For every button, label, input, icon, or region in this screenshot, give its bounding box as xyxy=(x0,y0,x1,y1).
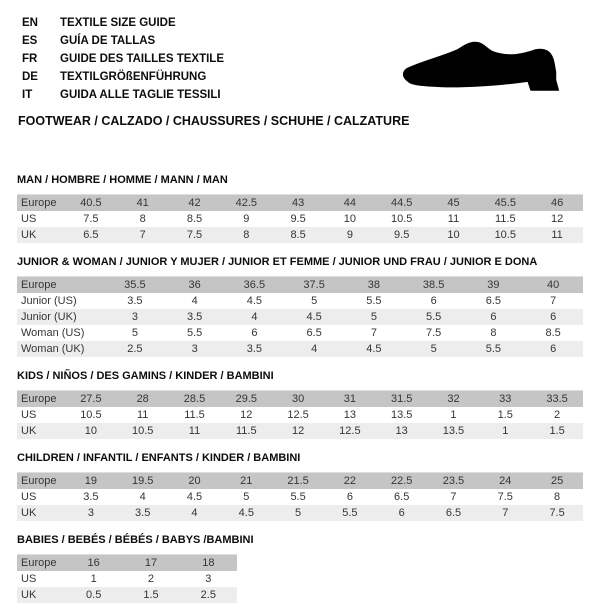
size-value: 7 xyxy=(117,227,169,243)
size-value: 3.5 xyxy=(165,309,225,325)
size-value: 7.5 xyxy=(169,227,221,243)
language-line-en xyxy=(22,14,224,32)
size-value: 8 xyxy=(139,213,146,225)
size-value: 11.5 xyxy=(494,213,516,225)
section-title: MAN / HOMBRE / HOMME / MANN / MAN xyxy=(17,174,228,186)
size-value: 6.5 xyxy=(428,505,480,521)
section-title: KIDS / NIÑOS / DES GAMINS / KINDER / BAMBINI xyxy=(17,370,274,382)
language-text: TEXTILE SIZE GUIDE xyxy=(60,17,176,29)
size-value: 5 xyxy=(243,491,250,503)
row-label: UK xyxy=(17,227,65,243)
size-value: 9 xyxy=(243,213,250,225)
size-value: 7 xyxy=(479,505,531,521)
size-value: 6 xyxy=(523,309,583,325)
size-value: 11 xyxy=(169,423,221,439)
size-value: 16 xyxy=(65,555,122,572)
language-text: GUÍA DE TALLAS xyxy=(60,35,156,47)
size-value: 30 xyxy=(272,391,324,408)
size-value: 3 xyxy=(205,573,212,585)
size-value: 4.5 xyxy=(344,341,404,357)
language-code: FR xyxy=(22,53,38,65)
size-value: 6.5 xyxy=(394,491,410,503)
size-table xyxy=(17,194,583,243)
row-label: Europe xyxy=(17,391,65,408)
size-value: 22.5 xyxy=(376,473,428,490)
size-value: 4 xyxy=(139,491,146,503)
table-row xyxy=(17,227,583,243)
size-value: 6 xyxy=(430,295,437,307)
language-text: GUIDE DES TAILLES TEXTILE xyxy=(60,53,224,65)
language-code: ES xyxy=(22,35,38,47)
language-line-fr xyxy=(22,50,224,68)
row-label: US xyxy=(21,213,37,225)
size-value: 5 xyxy=(404,341,464,357)
size-value: 8 xyxy=(220,227,272,243)
size-value: 41 xyxy=(117,195,169,212)
table-row xyxy=(17,325,583,341)
size-value: 10.5 xyxy=(80,409,102,421)
row-label: US xyxy=(21,573,37,585)
size-value: 6 xyxy=(251,327,258,339)
size-value: 5.5 xyxy=(186,327,203,339)
shoe-icon xyxy=(398,36,576,98)
size-value: 1.5 xyxy=(497,409,513,421)
size-value: 5.5 xyxy=(404,309,464,325)
size-value: 10.5 xyxy=(117,423,169,439)
table-row xyxy=(17,555,237,572)
size-table xyxy=(17,276,583,357)
table-row xyxy=(17,473,583,490)
size-value: 1.5 xyxy=(531,423,583,439)
size-value: 42 xyxy=(169,195,221,212)
size-value: 7.5 xyxy=(531,505,583,521)
table-row xyxy=(17,309,583,325)
size-value: 12.5 xyxy=(287,409,309,421)
size-value: 11.5 xyxy=(184,409,205,421)
size-value: 35.5 xyxy=(105,277,165,294)
size-value: 21 xyxy=(220,473,272,490)
table-row xyxy=(17,423,583,439)
size-value: 5 xyxy=(272,505,324,521)
size-value: 20 xyxy=(169,473,221,490)
size-section xyxy=(17,256,600,357)
size-value: 7 xyxy=(370,327,377,339)
size-section xyxy=(17,370,600,439)
size-value: 10.5 xyxy=(390,213,413,225)
size-value: 6.5 xyxy=(65,227,117,243)
size-value: 9.5 xyxy=(376,227,428,243)
size-value: 5.5 xyxy=(366,295,382,307)
size-value: 24 xyxy=(479,473,531,490)
size-value: 8 xyxy=(554,491,561,503)
size-value: 7.5 xyxy=(425,327,442,339)
size-value: 3.5 xyxy=(117,505,169,521)
size-value: 6.5 xyxy=(306,327,322,339)
size-value: 10.5 xyxy=(479,227,531,243)
table-row xyxy=(17,195,583,212)
row-label: US xyxy=(21,491,37,503)
size-value: 45 xyxy=(428,195,480,212)
size-value: 2.5 xyxy=(105,341,165,357)
size-value: 4.5 xyxy=(220,505,272,521)
header xyxy=(0,14,600,106)
size-value: 29.5 xyxy=(220,391,272,408)
table-row xyxy=(17,489,583,505)
size-value: 5.5 xyxy=(464,341,524,357)
row-label: UK xyxy=(17,423,65,439)
size-value: 44.5 xyxy=(376,195,428,212)
size-value: 10 xyxy=(65,423,117,439)
size-value: 3.5 xyxy=(127,295,143,307)
size-value: 19.5 xyxy=(117,473,169,490)
table-row xyxy=(17,293,583,309)
size-value: 40.5 xyxy=(65,195,117,212)
row-label: UK xyxy=(17,505,65,521)
language-text: GUIDA ALLE TAGLIE TESSILI xyxy=(60,89,221,101)
size-value: 6 xyxy=(376,505,428,521)
language-code: EN xyxy=(22,17,38,29)
size-value: 32 xyxy=(428,391,480,408)
size-value: 1 xyxy=(90,573,97,585)
size-value: 19 xyxy=(65,473,117,490)
row-label: Europe xyxy=(17,555,65,572)
size-value: 38.5 xyxy=(404,277,464,294)
table-row xyxy=(17,505,583,521)
row-label: Woman (US) xyxy=(21,327,85,339)
size-value: 33.5 xyxy=(531,391,583,408)
size-value: 8.5 xyxy=(545,327,561,339)
size-value: 7 xyxy=(550,295,557,307)
size-value: 1 xyxy=(479,423,531,439)
size-value: 4.5 xyxy=(284,309,344,325)
size-value: 18 xyxy=(180,555,237,572)
size-value: 31.5 xyxy=(376,391,428,408)
row-label: Europe xyxy=(17,277,105,294)
size-value: 6 xyxy=(523,341,583,357)
size-value: 6 xyxy=(464,309,524,325)
size-value: 21.5 xyxy=(272,473,324,490)
size-value: 45.5 xyxy=(479,195,531,212)
size-value: 17 xyxy=(122,555,179,572)
size-value: 46 xyxy=(531,195,583,212)
table-row xyxy=(17,407,583,423)
size-value: 3 xyxy=(165,341,225,357)
size-value: 5 xyxy=(131,327,138,339)
size-value: 23.5 xyxy=(428,473,480,490)
size-value: 4.5 xyxy=(246,295,263,307)
language-line-it xyxy=(22,86,224,104)
size-value: 31 xyxy=(324,391,376,408)
size-value: 40 xyxy=(523,277,583,294)
size-value: 2 xyxy=(554,409,561,421)
size-value: 10 xyxy=(428,227,480,243)
size-value: 12.5 xyxy=(324,423,376,439)
size-value: 37.5 xyxy=(284,277,344,294)
size-value: 4 xyxy=(225,309,285,325)
row-label: Junior (UK) xyxy=(17,309,105,325)
size-value: 13.5 xyxy=(428,423,480,439)
size-value: 27.5 xyxy=(65,391,117,408)
size-value: 7.5 xyxy=(83,213,99,225)
size-value: 7 xyxy=(450,491,457,503)
row-label: US xyxy=(21,409,37,421)
size-value: 12 xyxy=(550,213,564,225)
size-value: 12 xyxy=(240,409,253,421)
size-section xyxy=(17,174,600,243)
size-value: 12 xyxy=(272,423,324,439)
size-value: 36.5 xyxy=(225,277,285,294)
row-label: Woman (UK) xyxy=(17,341,105,357)
size-value: 4 xyxy=(191,295,198,307)
size-value: 9 xyxy=(324,227,376,243)
size-tables xyxy=(17,174,600,603)
table-row xyxy=(17,211,583,227)
section-title: BABIES / BEBÉS / BÉBÉS / BABYS /BAMBINI xyxy=(17,534,254,546)
size-table xyxy=(17,472,583,521)
size-value: 8.5 xyxy=(186,213,203,225)
size-value: 10 xyxy=(343,213,356,225)
section-title: CHILDREN / INFANTIL / ENFANTS / KINDER / BAMBINI xyxy=(17,452,301,464)
row-label: Europe xyxy=(17,195,65,212)
size-value: 38 xyxy=(344,277,404,294)
size-value: 44 xyxy=(324,195,376,212)
row-label: Europe xyxy=(17,473,65,490)
language-line-es xyxy=(22,32,224,50)
size-value: 7.5 xyxy=(497,491,513,503)
size-value: 39 xyxy=(464,277,524,294)
table-row xyxy=(17,277,583,294)
size-value: 42.5 xyxy=(220,195,272,212)
size-value: 13 xyxy=(376,423,428,439)
table-row xyxy=(17,571,237,587)
size-value: 6.5 xyxy=(485,295,502,307)
size-value: 22 xyxy=(324,473,376,490)
size-value: 8.5 xyxy=(272,227,324,243)
size-value: 5.5 xyxy=(290,491,306,503)
size-value: 5 xyxy=(344,309,404,325)
section-title: JUNIOR & WOMAN / JUNIOR Y MUJER / JUNIOR ET FEMME / JUNIOR UND FRAU / JUNIOR E DONA xyxy=(17,256,538,268)
size-value: 4.5 xyxy=(186,491,203,503)
size-value: 5.5 xyxy=(324,505,376,521)
language-text: TEXTILGRÖßENFÜHRUNG xyxy=(60,71,207,83)
language-list xyxy=(22,14,224,104)
size-value: 2 xyxy=(147,573,155,585)
size-value: 28.5 xyxy=(169,391,221,408)
size-value: 28 xyxy=(117,391,169,408)
row-label: Junior (US) xyxy=(21,295,77,307)
size-value: 3.5 xyxy=(225,341,285,357)
size-value: 13 xyxy=(343,409,356,421)
size-value: 33 xyxy=(479,391,531,408)
language-code: DE xyxy=(22,71,38,83)
size-value: 2.5 xyxy=(180,587,237,603)
size-value: 36 xyxy=(165,277,225,294)
size-value: 43 xyxy=(272,195,324,212)
table-row xyxy=(17,391,583,408)
size-value: 3 xyxy=(65,505,117,521)
size-value: 3.5 xyxy=(83,491,99,503)
language-line-de xyxy=(22,68,224,86)
size-value: 3 xyxy=(105,309,165,325)
table-row xyxy=(17,587,237,603)
size-value: 4 xyxy=(284,341,344,357)
size-value: 1.5 xyxy=(122,587,179,603)
size-value: 11.5 xyxy=(220,423,272,439)
size-value: 1 xyxy=(450,409,457,421)
size-value: 11 xyxy=(136,409,149,421)
language-code: IT xyxy=(22,89,33,101)
size-table xyxy=(17,554,237,603)
size-value: 13.5 xyxy=(390,409,413,421)
size-value: 9.5 xyxy=(290,213,306,225)
category-title: FOOTWEAR / CALZADO / CHAUSSURES / SCHUHE / CALZATURE xyxy=(18,114,410,128)
table-row xyxy=(17,341,583,357)
size-section xyxy=(17,452,600,521)
size-section xyxy=(17,534,600,603)
size-value: 8 xyxy=(490,327,497,339)
size-table xyxy=(17,390,583,439)
size-value: 25 xyxy=(531,473,583,490)
size-value: 0.5 xyxy=(65,587,122,603)
size-value: 6 xyxy=(346,491,353,503)
row-label: UK xyxy=(17,587,65,603)
size-value: 4 xyxy=(169,505,221,521)
size-value: 11 xyxy=(531,227,583,243)
size-value: 5 xyxy=(311,295,318,307)
size-value: 11 xyxy=(447,213,460,225)
